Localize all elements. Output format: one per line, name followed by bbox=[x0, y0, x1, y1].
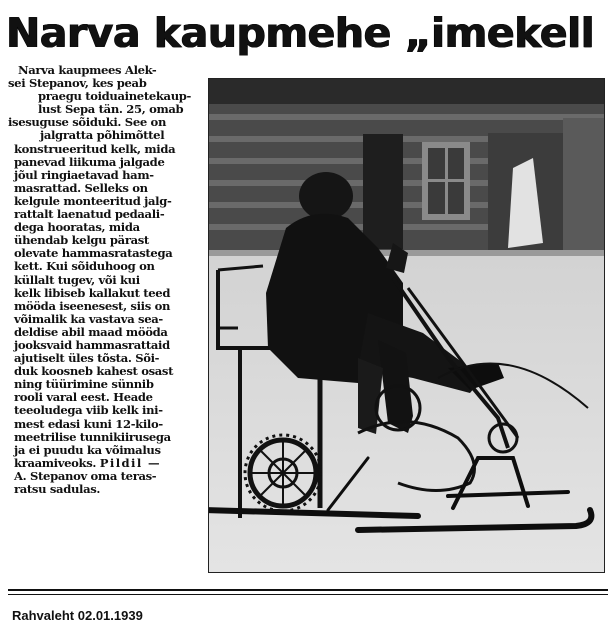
caption-line: A. Stepanov oma teras- bbox=[14, 469, 157, 483]
caption-prefix: Pildil — bbox=[99, 456, 162, 470]
text-line: rooli varal eest. Heade bbox=[14, 391, 153, 405]
headline: Narva kaupmehe „imekell bbox=[6, 9, 595, 57]
text-line: rattalt laenatud pedaali- bbox=[14, 208, 165, 222]
text-line: ja ei puudu ka võimalus bbox=[14, 443, 161, 457]
text-line: jooksvaid hammasrattaid bbox=[14, 338, 170, 352]
text-line: duk koosneb kahest osast bbox=[14, 365, 174, 379]
text-line: praegu toiduainetekaup- bbox=[38, 90, 192, 104]
text-line: masrattad. Selleks on bbox=[14, 181, 148, 195]
text-line: kelgule monteeritud jalg- bbox=[14, 194, 172, 208]
text-line: ajutiselt üles tõsta. Sõi- bbox=[14, 352, 160, 366]
text-line: sei Stepanov, kes peab bbox=[8, 77, 147, 91]
text-line: mööda iseenesest, siis on bbox=[14, 299, 171, 313]
sled-photo-drawing bbox=[208, 78, 605, 573]
text-line: ühendab kelgu pärast bbox=[14, 234, 149, 248]
divider-rule bbox=[8, 589, 608, 591]
text-line: ning tüürimine sünnib bbox=[14, 378, 154, 392]
text-line: konstrueeritud kelk, mida bbox=[14, 142, 176, 156]
text-line bbox=[8, 457, 208, 470]
source-caption: Rahvaleht 02.01.1939 bbox=[12, 608, 143, 623]
text-line: jõul ringiaetavad ham- bbox=[14, 168, 154, 182]
text-line: kraamiveoks. bbox=[14, 456, 97, 470]
text-line: lust Sepa tän. 25, omab bbox=[38, 103, 184, 117]
text-line: deldise abil maad mööda bbox=[14, 325, 168, 339]
text-line: dega hooratas, mida bbox=[14, 221, 140, 235]
caption-line: ratsu sadulas. bbox=[14, 483, 101, 496]
text-line: Narva kaupmees Alek- bbox=[18, 64, 157, 77]
sled-photo bbox=[208, 78, 605, 573]
divider-rule bbox=[8, 594, 608, 595]
text-line: olevate hammasratastega bbox=[14, 247, 173, 261]
text-line: panevad liikuma jalgade bbox=[14, 155, 165, 169]
text-line: küllalt tugev, või kui bbox=[14, 273, 140, 287]
text-line: jalgratta põhimõttel bbox=[40, 129, 165, 143]
text-line: mest edasi kuni 12-kilo- bbox=[14, 417, 163, 431]
text-line: meetrilise tunnikiirusega bbox=[14, 430, 171, 444]
text-line: teeoludega viib kelk ini- bbox=[14, 404, 163, 418]
article-text bbox=[8, 64, 208, 496]
text-line: võimalik ka vastava sea- bbox=[14, 312, 163, 326]
text-line: isesuguse sõiduki. See on bbox=[8, 116, 167, 130]
log-building bbox=[208, 78, 605, 253]
text-line: kett. Kui sõiduhoog on bbox=[14, 260, 155, 274]
text-line: kelk libiseb kallakut teed bbox=[14, 286, 171, 300]
